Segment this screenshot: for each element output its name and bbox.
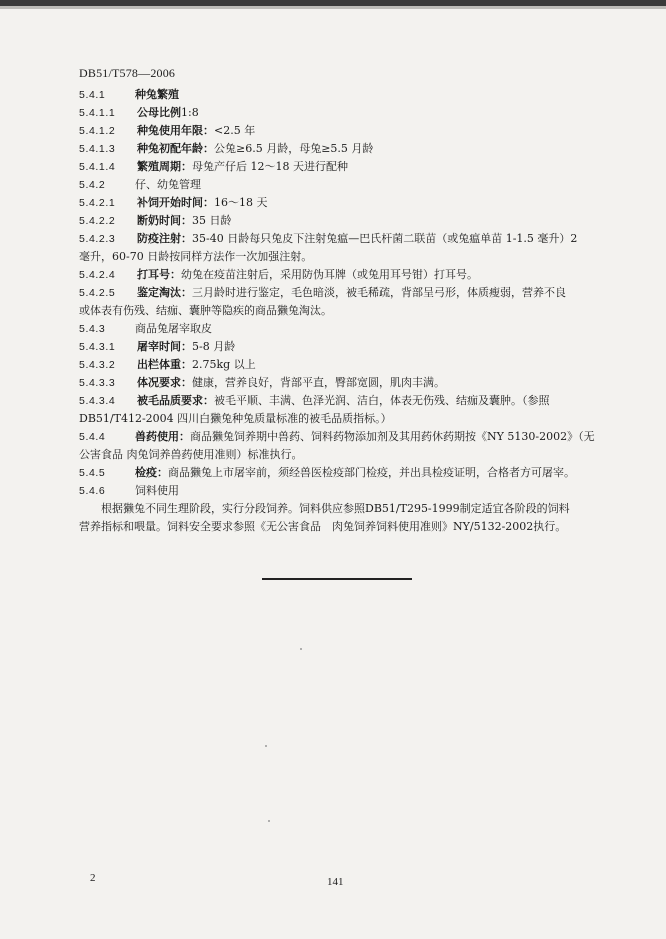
clause-label: 屠宰时间： — [137, 340, 192, 353]
clause-text: 商品獭兔上市屠宰前，须经兽医检疫部门检疫，并出具检疫证明，合格者方可屠宰。 — [168, 466, 575, 479]
clause-line — [79, 320, 604, 338]
clause-label: 公母比例 — [137, 106, 181, 119]
clause-text: 16～18 天 — [214, 196, 268, 209]
clause-line — [79, 104, 604, 122]
clause-line — [79, 392, 604, 410]
clause-number: 5.4.3.4 — [79, 395, 116, 407]
clause-line — [79, 446, 604, 464]
clause-number: 5.4.3.2 — [79, 359, 116, 371]
clause-text: 35 日龄 — [192, 214, 232, 227]
clause-text: 或体表有伤残、结痂、囊肿等隐疾的商品獭兔淘汰。 — [79, 304, 332, 317]
clause-line — [79, 122, 604, 140]
clause-list — [79, 86, 604, 500]
clause-text: 公兔≥6.5 月龄，母兔≥5.5 月龄 — [214, 142, 374, 155]
clause-label: 种兔使用年限： — [137, 124, 214, 137]
clause-number: 5.4.2 — [79, 179, 106, 191]
clause-label: 打耳号： — [137, 268, 181, 281]
clause-line — [79, 212, 604, 230]
clause-number: 5.4.1.4 — [79, 161, 116, 173]
end-rule — [262, 578, 412, 580]
clause-number: 5.4.3.1 — [79, 341, 116, 353]
clause-line — [79, 302, 604, 320]
scan-speck — [300, 648, 302, 650]
clause-number: 5.4.1.1 — [79, 107, 116, 119]
clause-number: 5.4.2.4 — [79, 269, 116, 281]
clause-label: 检疫： — [135, 466, 168, 479]
clause-number: 5.4.2.5 — [79, 287, 116, 299]
clause-text: <2.5 年 — [214, 124, 256, 137]
clause-line — [79, 338, 604, 356]
clause-line — [79, 410, 604, 428]
clause-label: 体况要求： — [137, 376, 192, 389]
document-code: DB51/T578—2006 — [79, 66, 176, 80]
clause-number: 5.4.2.3 — [79, 233, 116, 245]
clause-number: 5.4.1 — [79, 89, 106, 101]
clause-text: 健康，营养良好，背部平直，臀部宽圆，肌肉丰满。 — [192, 376, 445, 389]
clause-text: 商品獭兔饲养期中兽药、饲料药物添加剂及其用药休药期按《NY 5130-2002》（无 — [190, 430, 595, 443]
clause-label: 繁殖周期： — [137, 160, 192, 173]
clause-line — [79, 356, 604, 374]
clause-line — [79, 176, 604, 194]
clause-line — [79, 248, 604, 266]
clause-text: 幼兔在疫苗注射后，采用防伪耳牌（或兔用耳号钳）打耳号。 — [181, 268, 478, 281]
document-body — [79, 86, 604, 536]
clause-line — [79, 86, 604, 104]
clause-text: 种兔繁殖 — [135, 88, 179, 101]
page-number-center: 141 — [327, 876, 344, 888]
clause-number: 5.4.1.3 — [79, 143, 116, 155]
clause-line — [79, 464, 604, 482]
clause-line — [79, 482, 604, 500]
clause-line — [79, 194, 604, 212]
clause-number: 5.4.6 — [79, 485, 106, 497]
clause-line — [79, 428, 604, 446]
clause-number: 5.4.2.1 — [79, 197, 116, 209]
clause-text: 1:8 — [181, 106, 199, 119]
clause-number: 5.4.5 — [79, 467, 106, 479]
clause-number: 5.4.3 — [79, 323, 106, 335]
clause-number: 5.4.1.2 — [79, 125, 116, 137]
clause-label: 鉴定淘汰： — [137, 286, 192, 299]
feed-paragraph — [79, 500, 604, 536]
clause-text: 母兔产仔后 12～18 天进行配种 — [192, 160, 348, 173]
clause-label: 兽药使用： — [135, 430, 190, 443]
clause-text: 商品兔屠宰取皮 — [135, 322, 212, 335]
clause-text: 5-8 月龄 — [192, 340, 236, 353]
clause-text: 被毛平顺、丰满、色泽光润、洁白，体表无伤残、结痂及囊肿。（参照 — [214, 394, 550, 407]
clause-label: 出栏体重： — [137, 358, 192, 371]
feed-paragraph-line-1: 根据獭兔不同生理阶段，实行分段饲养。饲料供应参照DB51/T295-1999制定适宜各阶段的饲料 — [101, 502, 570, 515]
clause-line — [79, 230, 604, 248]
clause-line — [79, 266, 604, 284]
clause-label: 种兔初配年龄： — [137, 142, 214, 155]
clause-line — [79, 140, 604, 158]
clause-line — [79, 158, 604, 176]
clause-label: 被毛品质要求： — [137, 394, 214, 407]
clause-text: 仔、幼兔管理 — [135, 178, 201, 191]
clause-text: 2.75kg 以上 — [192, 358, 256, 371]
clause-text: 公害食品 肉兔饲养兽药使用准则）标准执行。 — [79, 448, 303, 461]
clause-label: 防疫注射： — [137, 232, 192, 245]
clause-label: 断奶时间： — [137, 214, 192, 227]
clause-number: 5.4.3.3 — [79, 377, 116, 389]
clause-number: 5.4.4 — [79, 431, 106, 443]
clause-text: DB51/T412-2004 四川白獭兔种兔质量标准的被毛品质指标。） — [79, 412, 392, 425]
clause-text: 毫升，60-70 日龄按同样方法作一次加强注射。 — [79, 250, 313, 263]
clause-line — [79, 284, 604, 302]
page-number-left: 2 — [90, 872, 96, 884]
clause-text: 三月龄时进行鉴定，毛色暗淡，被毛稀疏，背部呈弓形，体质瘦弱，营养不良 — [192, 286, 566, 299]
clause-text: 35-40 日龄每只兔皮下注射兔瘟—巴氏杆菌二联苗（或兔瘟单苗 1-1.5 毫升）2 — [192, 232, 578, 245]
scan-edge-shadow — [0, 6, 666, 9]
clause-line — [79, 374, 604, 392]
clause-text: 饲料使用 — [135, 484, 179, 497]
clause-label: 补饲开始时间： — [137, 196, 214, 209]
scan-speck — [265, 745, 267, 747]
scan-speck — [268, 820, 270, 822]
clause-number: 5.4.2.2 — [79, 215, 116, 227]
feed-paragraph-line-2: 营养指标和喂量。饲料安全要求参照《无公害食品 肉兔饲养饲料使用准则》NY/5132-2002执行。 — [79, 520, 567, 533]
